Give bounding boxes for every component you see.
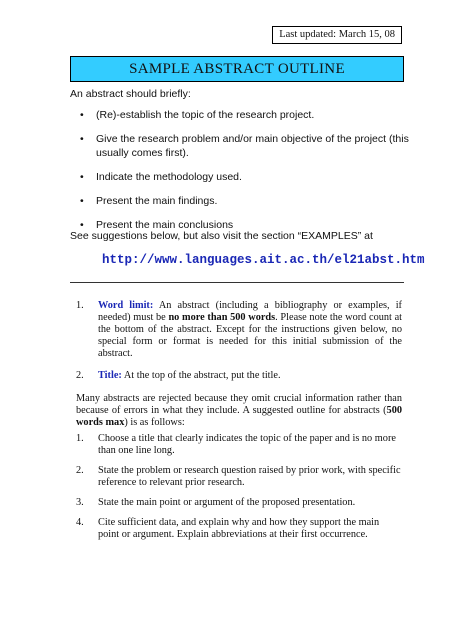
word-limit-text-b: . Please note the word count at the bottom of the abstract. Except for the instructions given below, no special form or format is needed for this initial submission of the abstract. [98, 312, 403, 359]
list-item [76, 497, 402, 509]
list-item [70, 194, 410, 208]
list-item [76, 300, 402, 360]
examples-link[interactable]: http://www.languages.ait.ac.th/el21abst.htm [102, 253, 425, 267]
paragraph-text-a: Many abstracts are rejected because they omit crucial information rather than because of errors in what they include. A suggested outline for abstracts ( [76, 393, 402, 416]
see-also-text: See suggestions below, but also visit the section “EXAMPLES” at [70, 230, 373, 242]
bullet-icon: • [80, 171, 84, 183]
item-number: 1. [76, 433, 84, 444]
bullet-icon: • [80, 195, 84, 207]
item-number: 3. [76, 497, 84, 508]
word-limit-text-a: An abstract (including a bibliography or examples, if needed) must be [98, 300, 402, 323]
list-item [70, 170, 410, 184]
list-item-text: Cite sufficient data, and explain why and how they support the main point or argument. Explain abbreviations at their first occurrence. [98, 517, 380, 540]
list-item-text: Give the research problem and/or main objective of the project (this usually comes first). [96, 133, 409, 159]
list-item-text [98, 370, 402, 382]
item-number: 4. [76, 517, 84, 528]
list-item [76, 433, 402, 457]
outline-intro-paragraph [76, 393, 402, 429]
item-number: 2. [76, 370, 84, 381]
list-item-text [98, 300, 402, 360]
paragraph-bold: 500 words max [76, 405, 402, 428]
intro-text: An abstract should briefly: [70, 88, 191, 100]
word-limit-label: Word limit: [98, 300, 154, 311]
bullet-icon: • [80, 109, 84, 121]
bullet-icon: • [80, 219, 84, 231]
item-number: 2. [76, 465, 84, 476]
list-item-text: Present the main conclusions [96, 219, 234, 231]
paragraph-text-b: ) is as follows: [124, 417, 185, 428]
list-item-text: Present the main findings. [96, 195, 218, 207]
title-label: Title: [98, 370, 122, 381]
list-item-text: State the problem or research question raised by prior work, with specific reference to relevant prior research. [98, 465, 401, 488]
outline-list [76, 433, 402, 549]
page-title: SAMPLE ABSTRACT OUTLINE [70, 56, 404, 82]
list-item-text: Choose a title that clearly indicates the topic of the paper and is no more than one line long. [98, 433, 396, 456]
title-text: At the top of the abstract, put the title. [121, 370, 281, 381]
list-item [70, 108, 410, 122]
instructions-list [76, 300, 402, 392]
list-item [70, 132, 410, 160]
bullet-list [70, 108, 410, 242]
list-item [76, 517, 402, 541]
list-item-text: (Re)-establish the topic of the research project. [96, 109, 315, 121]
list-item-text: Indicate the methodology used. [96, 171, 242, 183]
bullet-icon: • [80, 133, 84, 145]
divider [70, 282, 404, 283]
item-number: 1. [76, 300, 84, 311]
list-item [76, 465, 402, 489]
last-updated-box: Last updated: March 15, 08 [272, 26, 402, 44]
list-item [76, 370, 402, 382]
list-item-text: State the main point or argument of the proposed presentation. [98, 497, 356, 508]
word-limit-bold: no more than 500 words [168, 312, 276, 323]
